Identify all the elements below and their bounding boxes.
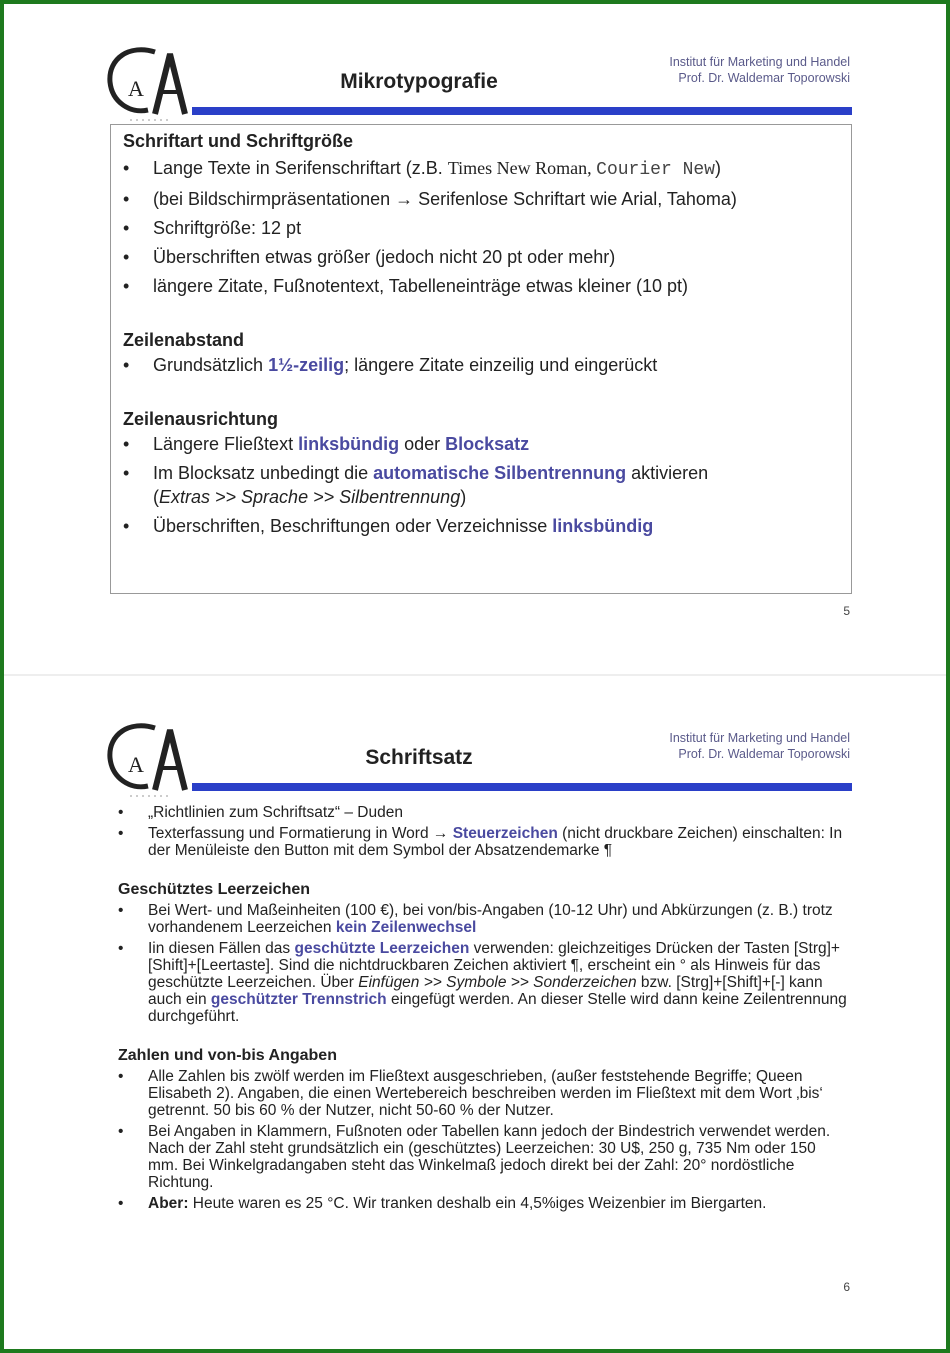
slide-body — [118, 804, 848, 1212]
content-box — [110, 124, 852, 594]
university-seal-icon — [100, 720, 195, 800]
svg-text:A: A — [128, 752, 144, 777]
slide-title: Mikrotypografie — [340, 70, 498, 93]
university-seal-icon — [100, 44, 195, 124]
list-item: • Bei Wert- und Maßeinheiten (100 €), bei von/bis-Angaben (10-12 Uhr) und Abkürzungen (z. B.) trotz vorhandenem Leerzeichen kein Zeilenwechsel — [118, 902, 848, 936]
professor-name: Prof. Dr. Waldemar Toporowski — [678, 747, 850, 761]
list-item: • Alle Zahlen bis zwölf werden im Fließtext ausgeschrieben, (außer feststehende Begriffe; Queen Elisabeth 2). Angaben, die einen Wertebereich beschreiben werden im Fließtext mit dem Wort ‚bis‘ getrennt. 50 bis 60 % der Nutzer, nicht 50-60 % der Nutzer. — [118, 1068, 848, 1119]
list-item: • Im Blocksatz unbedingt die automatische Silbentrennung aktivieren (Extras >> Sprache >> Silbentrennung) — [123, 459, 841, 512]
page-number: 6 — [843, 1280, 850, 1294]
institute-header — [669, 730, 850, 762]
list-item: • „Richtlinien zum Schriftsatz“ – Duden — [118, 804, 848, 821]
title-underline-bar — [192, 107, 852, 115]
list-item: • Längere Fließtext linksbündig oder Blocksatz — [123, 430, 841, 459]
list-item: • Lange Texte in Serifenschriftart (z.B. Times New Roman, Courier New) — [123, 154, 841, 185]
institute-name: Institut für Marketing und Handel — [669, 731, 850, 745]
section-heading: Zeilenabstand — [123, 330, 245, 350]
list-item: • Überschriften etwas größer (jedoch nicht 20 pt oder mehr) — [123, 243, 841, 272]
slide-schriftsatz — [4, 680, 946, 1348]
svg-text:A: A — [128, 76, 144, 101]
page-separator — [4, 674, 946, 676]
list-item: • Grundsätzlich 1½-zeilig; längere Zitate einzeilig und eingerückt — [123, 351, 841, 380]
institute-header — [669, 54, 850, 86]
section-heading: Zeilenausrichtung — [123, 409, 279, 429]
section-heading: Zahlen und von-bis Angaben — [118, 1047, 337, 1064]
list-item: • Überschriften, Beschriftungen oder Verzeichnisse linksbündig — [123, 512, 841, 541]
list-item: • Schriftgröße: 12 pt — [123, 214, 841, 243]
title-underline-bar — [192, 783, 852, 791]
page-number: 5 — [843, 604, 850, 618]
section-heading: Schriftart und Schriftgröße — [123, 131, 354, 151]
slide-mikrotypografie — [4, 4, 946, 674]
slide-title: Schriftsatz — [365, 746, 473, 769]
list-item: • (bei Bildschirmpräsentationen → Serifenlose Schriftart wie Arial, Tahoma) — [123, 185, 841, 214]
professor-name: Prof. Dr. Waldemar Toporowski — [678, 71, 850, 85]
list-item: • Bei Angaben in Klammern, Fußnoten oder Tabellen kann jedoch der Bindestrich verwendet werden. Nach der Zahl steht grundsätzlich ein (geschütztes) Leerzeichen: 30 U$, 250 g, 735 Nm oder 150 mm. Bei Winkelgradangaben steht das Winkelmaß jedoch direkt bei der Zahl: 20° nordöstliche Richtung. — [118, 1123, 848, 1191]
list-item: • Texterfassung und Formatierung in Word → Steuerzeichen (nicht druckbare Zeichen) einschalten: In der Menüleiste den Button mit dem Symbol der Absatzendemarke ¶ — [118, 825, 848, 859]
section-heading: Geschütztes Leerzeichen — [118, 881, 311, 898]
institute-name: Institut für Marketing und Handel — [669, 55, 850, 69]
list-item: • Aber: Heute waren es 25 °C. Wir tranken deshalb ein 4,5%iges Weizenbier im Biergarten. — [118, 1195, 848, 1212]
list-item: • Iin diesen Fällen das geschützte Leerzeichen verwenden: gleichzeitiges Drücken der Tasten [Strg]+[Shift]+[Leertaste]. Sind die nichtdruckbaren Zeichen aktiviert ¶, erscheint ein ° als Hinweis für das geschützte Leerzeichen. Über Einfügen >> Symbole >> Sonderzeichen bzw. [Strg]+[Shift]+[-] kann auch ein geschützter Trennstrich eingefügt werden. An dieser Stelle wird dann keine Zeilentrennung durchgeführt. — [118, 940, 848, 1025]
list-item: • längere Zitate, Fußnotentext, Tabelleneinträge etwas kleiner (10 pt) — [123, 272, 841, 301]
